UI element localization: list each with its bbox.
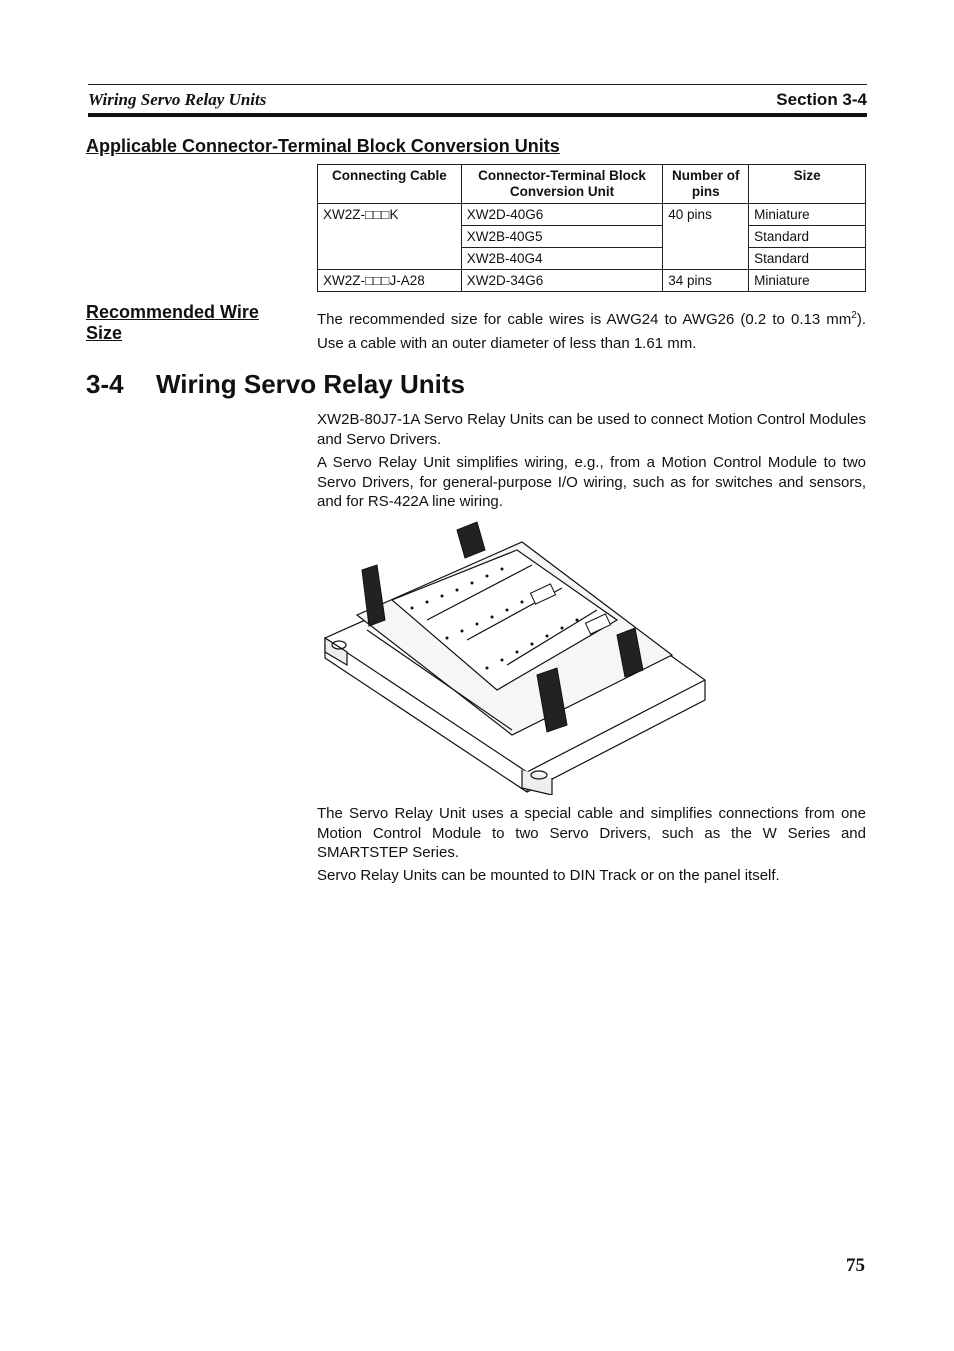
servo-relay-unit-illustration bbox=[317, 520, 717, 795]
superscript: 2 bbox=[851, 310, 857, 321]
table-cell: XW2Z-□□□J-A28 bbox=[318, 270, 462, 292]
wire-size-heading: Recommended Wire Size bbox=[86, 302, 259, 343]
table-cell: Standard bbox=[749, 248, 866, 270]
wire-size-text-part: ). Use a cable with an outer diameter of less than 1.61 mm. bbox=[317, 311, 866, 352]
paragraph: Servo Relay Units can be mounted to DIN Track or on the panel itself. bbox=[317, 867, 780, 884]
subsection-heading: Applicable Connector-Terminal Block Conversion Units bbox=[86, 136, 560, 156]
paragraph: A Servo Relay Unit simplifies wiring, e.g., from a Motion Control Module to two Servo Drivers, for general-purpose I/O wiring, such as for switches and sensors, and for RS-422A line wiring. bbox=[317, 454, 866, 510]
table-cell: Standard bbox=[749, 226, 866, 248]
table-cell: 34 pins bbox=[663, 270, 749, 292]
paragraph: The Servo Relay Unit uses a special cable and simplifies connections from one Motion Control Module to two Servo Drivers, such as the W Series and SMARTSTEP Series. bbox=[317, 805, 866, 861]
table-cell: XW2Z-□□□K bbox=[318, 204, 462, 270]
header-rule-top bbox=[88, 84, 867, 85]
section-title: Wiring Servo Relay Units bbox=[156, 369, 465, 399]
table-cell: XW2D-40G6 bbox=[461, 204, 663, 226]
wire-size-text bbox=[317, 304, 866, 356]
table-cell: 40 pins bbox=[663, 204, 749, 270]
wire-size-text-part: The recommended size for cable wires is AWG24 to AWG26 (0.2 to 0.13 mm bbox=[317, 311, 852, 328]
column-header: Connecting Cable bbox=[318, 165, 462, 204]
table-cell: XW2B-40G4 bbox=[461, 248, 663, 270]
header-rule-bottom bbox=[88, 113, 867, 117]
section-heading bbox=[86, 369, 465, 400]
table-cell: Miniature bbox=[749, 270, 866, 292]
column-header: Number of pins bbox=[663, 165, 749, 204]
running-header-title: Wiring Servo Relay Units bbox=[88, 90, 267, 109]
table-header-row bbox=[318, 165, 866, 204]
table-row bbox=[318, 204, 866, 226]
table-cell: XW2D-34G6 bbox=[461, 270, 663, 292]
table-row bbox=[318, 270, 866, 292]
table-cell: XW2B-40G5 bbox=[461, 226, 663, 248]
page-number: 75 bbox=[846, 1255, 865, 1276]
table-cell: Miniature bbox=[749, 204, 866, 226]
section-number: 3-4 bbox=[86, 369, 124, 399]
paragraph: XW2B-80J7-1A Servo Relay Units can be used to connect Motion Control Modules and Servo Drivers. bbox=[317, 411, 866, 448]
column-header: Size bbox=[749, 165, 866, 204]
column-header: Connector-Terminal Block Conversion Unit bbox=[461, 165, 663, 204]
conversion-unit-table bbox=[317, 164, 866, 292]
running-header-section: Section 3-4 bbox=[776, 90, 867, 109]
